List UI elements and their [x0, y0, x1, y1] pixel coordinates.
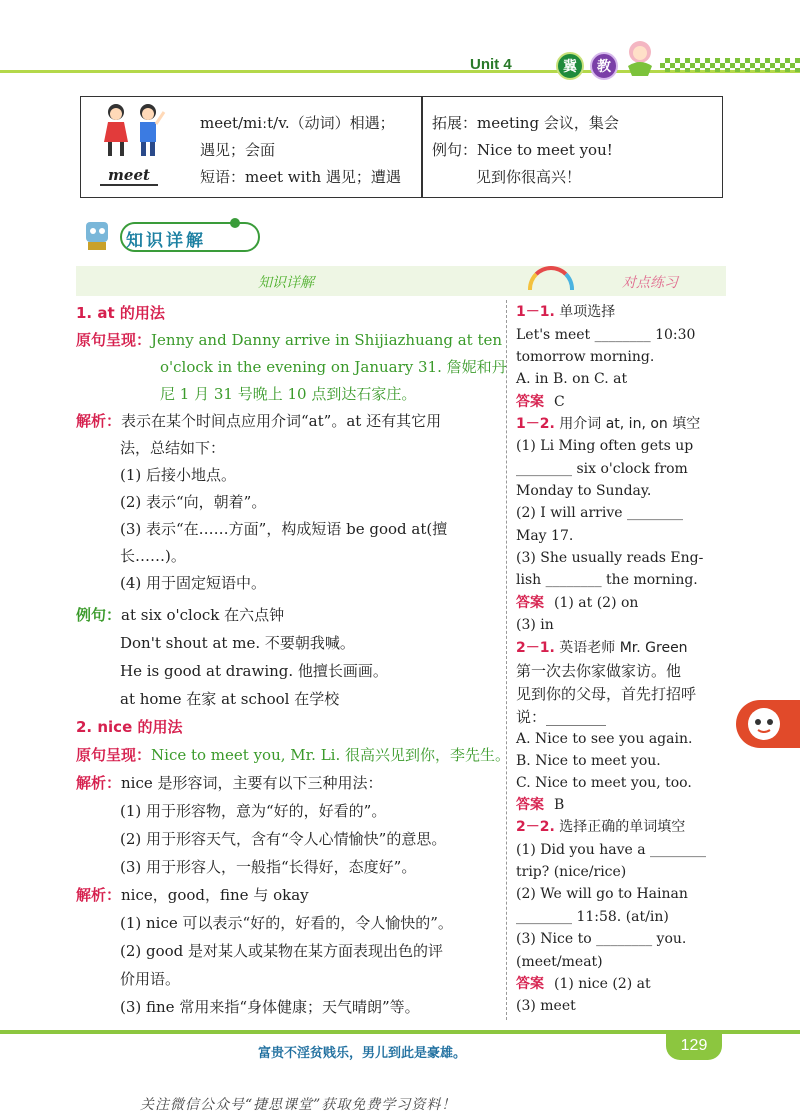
text-line: 长……)。	[120, 547, 186, 565]
vocab-right	[432, 110, 619, 191]
line-text: 表示在某个时间点应用介词“at”。at 还有其它用	[121, 412, 442, 430]
exercise-line: (3) in	[516, 617, 554, 633]
exercise-line: tomorrow morning.	[516, 349, 655, 365]
text-line: (4) 用于固定短语中。	[120, 574, 267, 592]
exercise-title: 用介词 at, in, on 填空	[554, 416, 701, 432]
vocab-right-line: 拓展：meeting 会议，集会	[432, 114, 619, 132]
line-label: 解析：	[76, 774, 122, 792]
text-line: 法，总结如下：	[120, 439, 226, 457]
exercise-line: (meet/meat)	[516, 954, 603, 970]
vocab-right-line: 见到你很高兴！	[476, 168, 582, 186]
answer-line	[516, 973, 651, 995]
vocab-left-line: meet/miːt/v.（动词）相遇；	[200, 114, 395, 132]
kids-greeting-icon	[96, 100, 168, 162]
answer-text: (1) nice (2) at	[554, 976, 651, 992]
robot-icon	[78, 214, 118, 254]
exercise-line: (2) We will go to Hainan	[516, 886, 688, 902]
text-line: (3) fine 常用来指“身体健康；天气晴朗”等。	[120, 998, 420, 1016]
exercise-heading	[516, 301, 615, 323]
answer-label: 答案	[516, 394, 544, 410]
exercise-number: 1－2.	[516, 416, 555, 432]
text-line: (2) 用于形容天气，含有“令人心情愉快”的意思。	[120, 830, 447, 848]
answer-text: (1) at (2) on	[554, 595, 639, 611]
exercise-line: 说：________	[516, 708, 607, 726]
text-line: (3) 表示“在……方面”，构成短语 be good at(擅	[120, 520, 448, 538]
text-line: at home 在家 at school 在学校	[120, 690, 340, 708]
line-text: Nice to meet you, Mr. Li. 很高兴见到你，李先生。	[151, 746, 510, 764]
answer-line	[516, 592, 638, 614]
text-line: (1) nice 可以表示“好的，好看的，令人愉快的”。	[120, 914, 453, 932]
exercise-line: (1) Did you have a ________	[516, 842, 707, 858]
line-label: 原句呈现：	[76, 746, 152, 764]
labeled-line	[76, 408, 441, 435]
exercise-line: C. Nice to meet you, too.	[516, 775, 692, 791]
answer-text: C	[554, 394, 565, 410]
exercise-line: ________ six o'clock from	[516, 461, 688, 477]
footer-motto: 富贵不淫贫贱乐，男儿到此是豪雄。	[258, 1046, 467, 1061]
exercise-number: 2－2.	[516, 819, 555, 835]
line-label: 例句：	[76, 606, 122, 624]
badge-ji: 冀	[556, 52, 584, 80]
exercise-line: (3) She usually reads Eng-	[516, 550, 704, 566]
exercise-title: 选择正确的单词填空	[554, 819, 686, 835]
text-line: 尼 1 月 31 号晚上 10 点到达石家庄。	[160, 385, 417, 403]
exercise-number: 1－1.	[516, 304, 555, 320]
exercise-line: (3) Nice to ________ you.	[516, 931, 687, 947]
topic-heading: 2. nice 的用法	[76, 718, 183, 736]
exercise-line: 见到你的父母，首先打招呼	[516, 685, 697, 703]
vocab-right-line: 例句：Nice to meet you!	[432, 141, 613, 159]
page-number: 129	[666, 1032, 722, 1060]
header-checker-decoration	[660, 58, 800, 72]
unit-label: Unit 4	[470, 56, 512, 73]
text-line: (1) 用于形容物，意为“好的，好看的”。	[120, 802, 387, 820]
vocab-left	[200, 110, 401, 191]
exercise-number: 2－1.	[516, 640, 555, 656]
exercise-line: trip? (nice/rice)	[516, 864, 627, 880]
exercise-line: B. Nice to meet you.	[516, 753, 661, 769]
text-line: (2) good 是对某人或某物在某方面表现出色的评	[120, 942, 444, 960]
text-line: (1) 后接小地点。	[120, 466, 237, 484]
exercise-line: (2) I will arrive ________	[516, 505, 683, 521]
exercise-line: (1) Li Ming often gets up	[516, 438, 694, 454]
side-tab	[736, 700, 800, 748]
line-text: Jenny and Danny arrive in Shijiazhuang at ten	[151, 331, 503, 349]
text-line: He is good at drawing. 他擅长画画。	[120, 662, 388, 680]
line-text: nice，good，fine 与 okay	[121, 886, 309, 904]
exercise-title: 英语老师 Mr. Green	[554, 640, 688, 656]
text-line: Don't shout at me. 不要朝我喊。	[120, 634, 355, 652]
exercise-line: A. in B. on C. at	[516, 371, 628, 387]
line-label: 解析：	[76, 886, 122, 904]
exercise-line: lish ________ the morning.	[516, 572, 698, 588]
bottom-note: 关注微信公众号“捷思课堂”获取免费学习资料！	[140, 1097, 457, 1113]
exercise-line: May 17.	[516, 528, 574, 544]
exercise-line: Let's meet ________ 10:30	[516, 327, 696, 343]
line-label: 解析：	[76, 412, 122, 430]
section-title: 知识详解	[126, 231, 206, 251]
topic-heading: 1. at 的用法	[76, 304, 165, 322]
section-dot-icon	[230, 218, 240, 228]
exercise-heading	[516, 637, 688, 659]
answer-line	[516, 391, 565, 413]
band-left-label: 知识详解	[258, 275, 314, 291]
labeled-line	[76, 602, 284, 629]
badge-jiao: 教	[590, 52, 618, 80]
exercise-title: 单项选择	[554, 304, 616, 320]
vocab-left-line: 遇见；会面	[200, 141, 276, 159]
text-line: (2) 表示“向，朝着”。	[120, 493, 267, 511]
exercise-line: (3) meet	[516, 998, 576, 1014]
line-text: at six o'clock 在六点钟	[121, 606, 285, 624]
labeled-line	[76, 327, 502, 354]
answer-label: 答案	[516, 976, 544, 992]
fox-face-icon	[744, 704, 784, 744]
exercise-line: 第一次去你家做家访。他	[516, 662, 682, 680]
exercise-heading	[516, 413, 700, 435]
fairy-icon	[618, 36, 662, 78]
text-line: (3) 用于形容人，一般指“长得好，态度好”。	[120, 858, 417, 876]
vocab-left-line: 短语：meet with 遇见；遭遇	[200, 168, 401, 186]
line-label: 原句呈现：	[76, 331, 152, 349]
text-line: 价用语。	[120, 970, 181, 988]
exercise-line: Monday to Sunday.	[516, 483, 652, 499]
answer-label: 答案	[516, 797, 544, 813]
vocab-divider	[421, 96, 423, 198]
labeled-line	[76, 882, 309, 909]
text-line: o'clock in the evening on January 31. 詹妮和丹	[160, 358, 507, 376]
exercise-line: A. Nice to see you again.	[516, 731, 693, 747]
answer-line	[516, 794, 564, 816]
line-text: nice 是形容词，主要有以下三种用法：	[121, 774, 383, 792]
exercise-heading	[516, 816, 685, 838]
answer-text: B	[554, 797, 565, 813]
exercise-line: ________ 11:58. (at/in)	[516, 909, 669, 925]
band-right-label: 对点练习	[622, 275, 678, 291]
answer-label: 答案	[516, 595, 544, 611]
labeled-line	[76, 742, 510, 769]
vocab-box	[80, 96, 723, 198]
labeled-line	[76, 770, 383, 797]
vocab-image-word: meet	[100, 166, 158, 186]
column-divider	[506, 300, 507, 1020]
